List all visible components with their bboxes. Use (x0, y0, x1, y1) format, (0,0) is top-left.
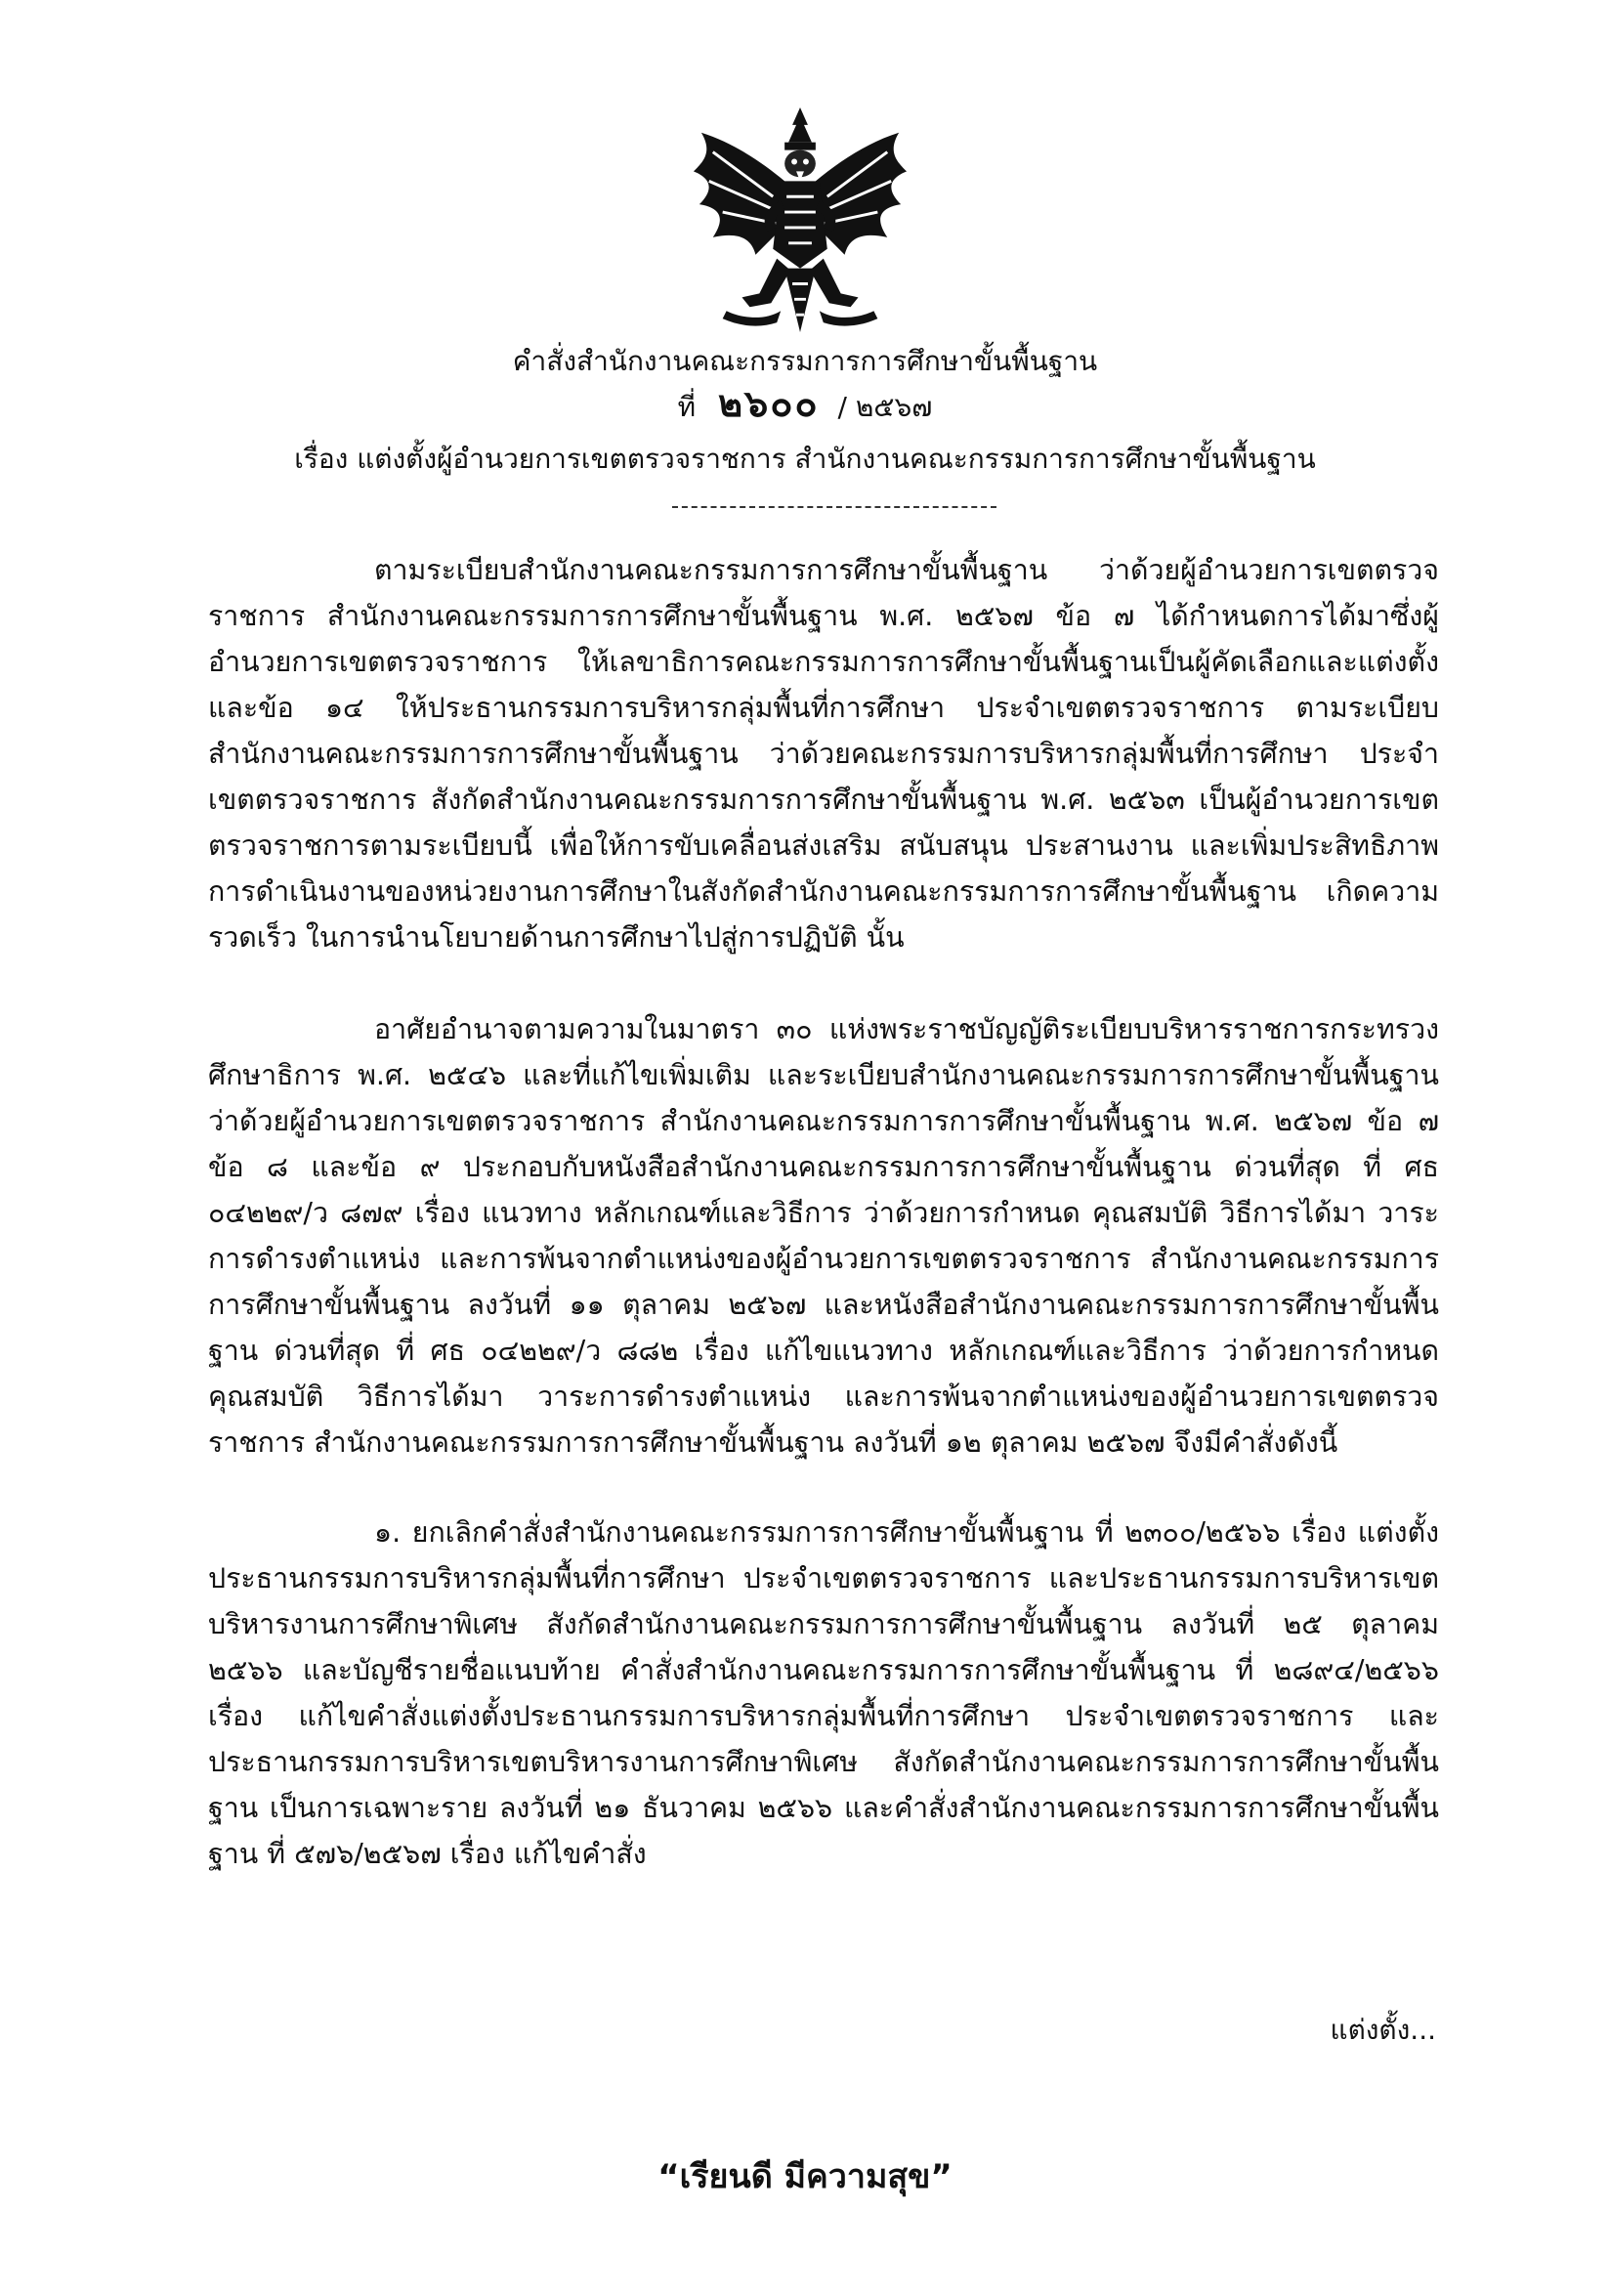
body-paragraph-1 (208, 547, 1439, 960)
paragraph-text: ตามระเบียบสำนักงานคณะกรรมการการศึกษาขั้นพื้นฐาน ว่าด้วยผู้อำนวยการเขตตรวจราชการ สำนักงานคณะกรรมการการศึกษาขั้นพื้นฐาน พ.ศ. ๒๕๖๗ ข้อ ๗ ได้กำหนดการได้มาซึ่งผู้อำนวยการเขตตรวจราชการ ให้เลขาธิการคณะกรรมการการศึกษาขั้นพื้นฐานเป็นผู้คัดเลือกและแต่งตั้ง และข้อ ๑๔ ให้ประธานกรรมการบริหารกลุ่มพื้นที่การศึกษา ประจำเขตตรวจราชการ ตามระเบียบสำนักงานคณะกรรมการการศึกษาขั้นพื้นฐาน ว่าด้วยคณะกรรมการบริหารกลุ่มพื้นที่การศึกษา ประจำเขตตรวจราชการ สังกัดสำนักงานคณะกรรมการการศึกษาขั้นพื้นฐาน พ.ศ. ๒๕๖๓ เป็นผู้อำนวยการเขตตรวจราชการตามระเบียบนี้ เพื่อให้การขับเคลื่อนส่งเสริม สนับสนุน ประสานงาน และเพิ่มประสิทธิภาพการดำเนินงานของหน่วยงานการศึกษาในสังกัดสำนักงานคณะกรรมการการศึกษาขั้นพื้นฐาน เกิดความรวดเร็ว ในการนำนโยบายด้านการศึกษาไปสู่การปฏิบัติ นั้น (208, 554, 1439, 954)
order-number-year: / ๒๕๖๗ (837, 391, 933, 423)
body-paragraph-3 (208, 1509, 1439, 1877)
order-title: คำสั่งสำนักงานคณะกรรมการการศึกษาขั้นพื้นฐาน (512, 345, 1098, 377)
footer-slogan: “เรียนดี มีความสุข” (657, 2157, 953, 2196)
garuda-emblem-icon (684, 103, 916, 337)
paragraph-text: ๑. ยกเลิกคำสั่งสำนักงานคณะกรรมการการศึกษาขั้นพื้นฐาน ที่ ๒๓๐๐/๒๕๖๖ เรื่อง แต่งตั้งประธานกรรมการบริหารกลุ่มพื้นที่การศึกษา ประจำเขตตรวจราชการ และประธานกรรมการบริหารเขตบริหารงานการศึกษาพิเศษ สังกัดสำนักงานคณะกรรมการการศึกษาขั้นพื้นฐาน ลงวันที่ ๒๕ ตุลาคม ๒๕๖๖ และบัญชีรายชื่อแนบท้าย คำสั่งสำนักงานคณะกรรมการการศึกษาขั้นพื้นฐาน ที่ ๒๘๙๔/๒๕๖๖ เรื่อง แก้ไขคำสั่งแต่งตั้งประธานกรรมการบริหารกลุ่มพื้นที่การศึกษา ประจำเขตตรวจราชการ และประธานกรรมการบริหารเขตบริหารงานการศึกษาพิเศษ สังกัดสำนักงานคณะกรรมการการศึกษาขั้นพื้นฐาน เป็นการเฉพาะราย ลงวันที่ ๒๑ ธันวาคม ๒๕๖๖ และคำสั่งสำนักงานคณะกรรมการการศึกษาขั้นพื้นฐาน ที่ ๕๗๖/๒๕๖๗ เรื่อง แก้ไขคำสั่ง (208, 1516, 1439, 1870)
header-divider (672, 506, 996, 508)
order-number: ๒๖๐๐ (718, 382, 820, 425)
page-continuation: แต่งตั้ง... (1330, 2014, 1436, 2046)
paragraph-text: อาศัยอำนาจตามความในมาตรา ๓๐ แห่งพระราชบัญญัติระเบียบบริหารราชการกระทรวงศึกษาธิการ พ.ศ. ๒๕๔๖ และที่แก้ไขเพิ่มเติม และระเบียบสำนักงานคณะกรรมการการศึกษาขั้นพื้นฐาน ว่าด้วยผู้อำนวยการเขตตรวจราชการ สำนักงานคณะกรรมการการศึกษาขั้นพื้นฐาน พ.ศ. ๒๕๖๗ ข้อ ๗ ข้อ ๘ และข้อ ๙ ประกอบกับหนังสือสำนักงานคณะกรรมการการศึกษาขั้นพื้นฐาน ด่วนที่สุด ที่ ศธ ๐๔๒๒๙/ว ๘๗๙ เรื่อง แนวทาง หลักเกณฑ์และวิธีการ ว่าด้วยการกำหนด คุณสมบัติ วิธีการได้มา วาระการดำรงตำแหน่ง และการพ้นจากตำแหน่งของผู้อำนวยการเขตตรวจราชการ สำนักงานคณะกรรมการการศึกษาขั้นพื้นฐาน ลงวันที่ ๑๑ ตุลาคม ๒๕๖๗ และหนังสือสำนักงานคณะกรรมการการศึกษาขั้นพื้นฐาน ด่วนที่สุด ที่ ศธ ๐๔๒๒๙/ว ๘๘๒ เรื่อง แก้ไขแนวทาง หลักเกณฑ์และวิธีการ ว่าด้วยการกำหนด คุณสมบัติ วิธีการได้มา วาระการดำรงตำแหน่ง และการพ้นจากตำแหน่งของผู้อำนวยการเขตตรวจราชการ สำนักงานคณะกรรมการการศึกษาขั้นพื้นฐาน ลงวันที่ ๑๒ ตุลาคม ๒๕๖๗ จึงมีคำสั่งดังนี้ (208, 1013, 1439, 1459)
body-paragraph-2 (208, 1006, 1439, 1466)
order-number-prefix: ที่ (677, 391, 697, 423)
order-number-line (0, 384, 1610, 427)
order-subject: เรื่อง แต่งตั้งผู้อำนวยการเขตตรวจราชการ สำนักงานคณะกรรมการการศึกษาขั้นพื้นฐาน (294, 443, 1316, 475)
